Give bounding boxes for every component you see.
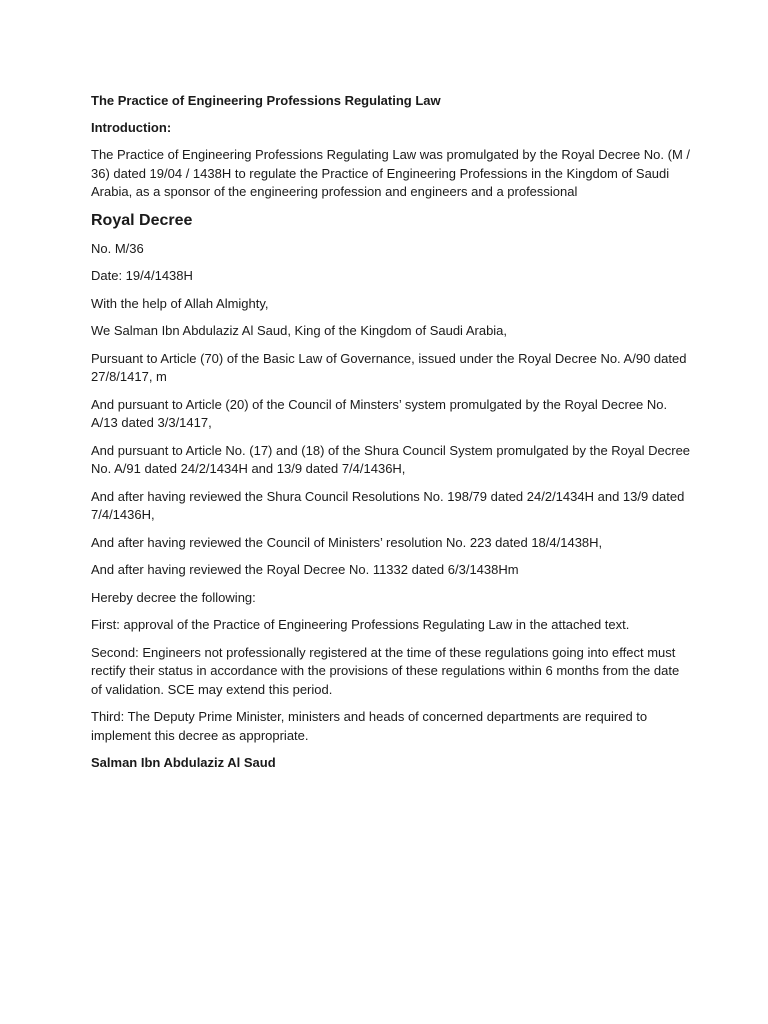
paragraph-king: We Salman Ibn Abdulaziz Al Saud, King of the Kingdom of Saudi Arabia,	[91, 323, 508, 338]
paragraph-third: Third: The Deputy Prime Minister, ministers and heads of concerned departments are required to implement this decree as appropriate.	[91, 709, 648, 743]
royal-decree-heading: Royal Decree	[91, 211, 193, 229]
paragraph-invocation: With the help of Allah Almighty,	[91, 295, 269, 311]
paragraph-royal-decree-review: And after having reviewed the Royal Decree No. 11332 dated 6/3/1438Hm	[91, 562, 519, 577]
paragraph-article-20: And pursuant to Article (20) of the Council of Minsters’ system promulgated by the Royal Decree No. A/13 dated 3/3/1417,	[91, 396, 668, 430]
signature: Salman Ibn Abdulaziz Al Saud	[91, 755, 276, 770]
paragraph-council-resolution: And after having reviewed the Council of Ministers’ resolution No. 223 dated 18/4/1438H,	[91, 534, 603, 550]
paragraph-article-17-18: And pursuant to Article No. (17) and (18) of the Shura Council System promulgated by the Royal Decree No. A/91 dated 24/2/1434H and 13/9 dated 7/4/1436H,	[91, 442, 691, 476]
decree-date: Date: 19/4/1438H	[91, 268, 193, 283]
introduction-text: The Practice of Engineering Professions Regulating Law was promulgated by the Royal Decree No. (M / 36) dated 19/04 / 1438H to regulate the Practice of Engineering Professions in the Kingdom of Saudi Arabia, as a sponsor of the engineering profession and engineers and a professional	[91, 147, 691, 199]
paragraph-first: First: approval of the Practice of Engineering Professions Regulating Law in the attached text.	[91, 617, 630, 632]
paragraph-second: Second: Engineers not professionally registered at the time of these regulations going into effect must rectify their status in accordance with the provisions of these regulations within 6 months from the date of validation. SCE may extend this period.	[91, 644, 680, 697]
paragraph-shura-resolutions: And after having reviewed the Shura Council Resolutions No. 198/79 dated 24/2/1434H and 13/9 dated 7/4/1436H,	[91, 488, 685, 522]
paragraph-hereby-decree: Hereby decree the following:	[91, 589, 256, 605]
paragraph-article-70: Pursuant to Article (70) of the Basic Law of Governance, issued under the Royal Decree No. A/90 dated 27/8/1417, m	[91, 350, 687, 384]
document-page	[91, 92, 691, 772]
introduction-label: Introduction:	[91, 120, 172, 135]
decree-number: No. M/36	[91, 240, 144, 256]
document-title: The Practice of Engineering Professions Regulating Law	[91, 93, 441, 108]
